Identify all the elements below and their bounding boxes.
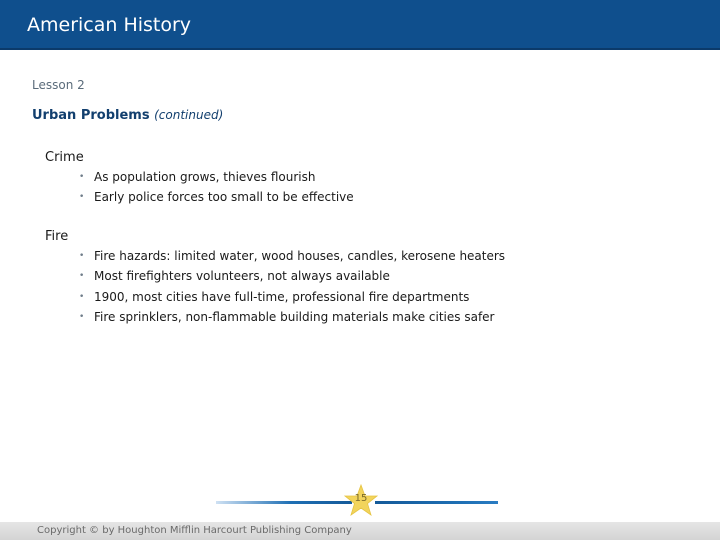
fire-bullet-list [79,246,505,327]
copyright-text: Copyright © by Houghton Mifflin Harcourt Publishing Company [37,525,352,536]
bullet-item: • Fire hazards: limited water, wood houses, candles, kerosene heaters [79,246,505,266]
bullet-item: • Most firefighters volunteers, not always available [79,266,505,286]
slide-footer [0,522,720,540]
bullet-item: • 1900, most cities have full-time, professional fire departments [79,287,505,307]
bullet-icon: • [79,291,85,302]
slide-header [0,0,720,50]
section-title-text: Urban Problems [32,108,150,123]
bullet-icon: • [79,251,85,261]
topic-fire: Fire [45,229,69,244]
bullet-icon: • [79,192,85,203]
lesson-label: Lesson 2 [32,78,85,92]
topic-crime: Crime [45,150,84,165]
bullet-item: • Early police forces too small to be effective [79,187,354,207]
section-title [32,108,223,123]
bullet-icon: • [79,172,85,182]
bullet-icon: • [79,271,85,282]
bullet-icon: • [79,311,85,322]
crime-bullet-list [79,167,354,208]
bullet-item: • Fire sprinklers, non-flammable building materials make cities safer [79,307,505,327]
bullet-item: • As population grows, thieves flourish [79,167,354,187]
page-divider-right [375,501,498,504]
section-subtitle: (continued) [154,108,224,122]
course-title: American History [27,14,192,36]
page-divider-left [216,501,352,504]
page-number: 15 [354,493,368,504]
